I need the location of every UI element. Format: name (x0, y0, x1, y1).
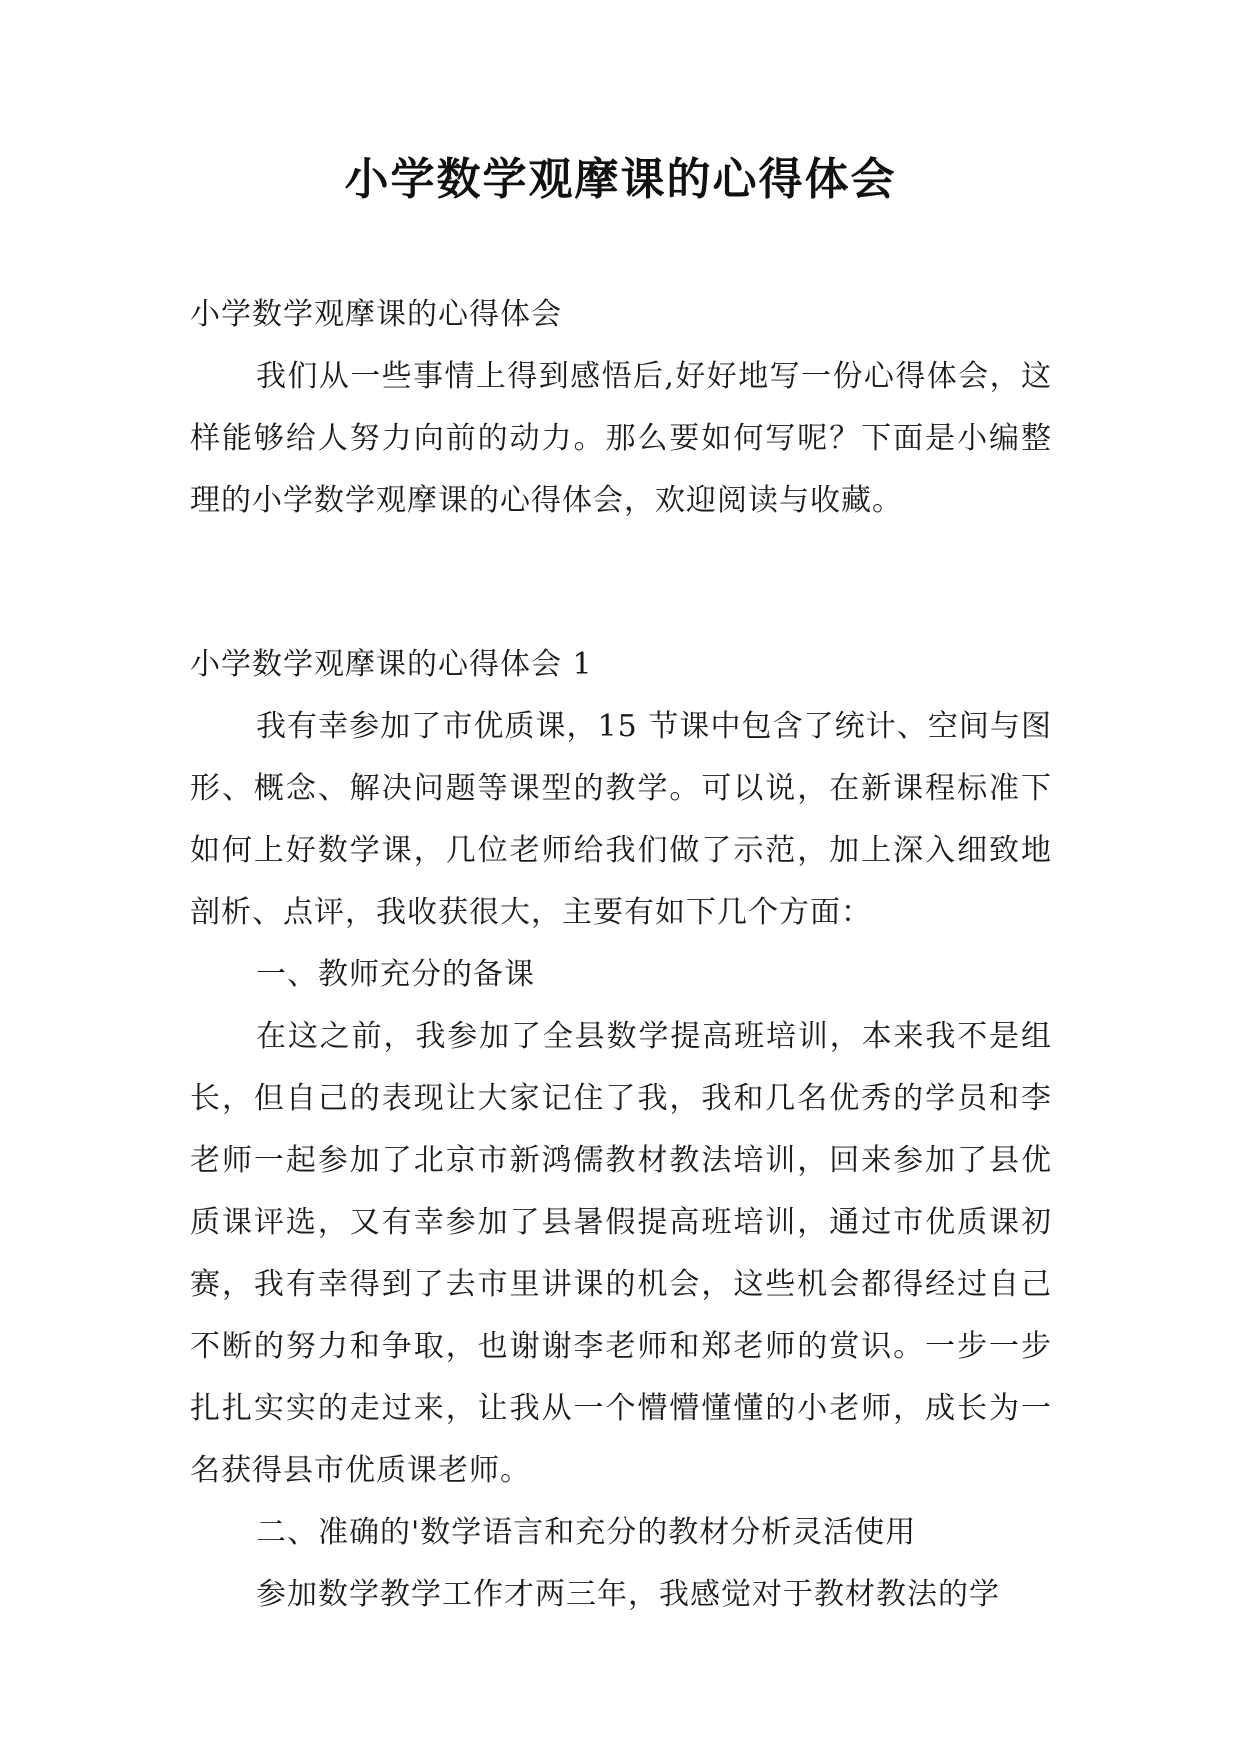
section-1-paragraph: 我有幸参加了市优质课，15 节课中包含了统计、空间与图形、概念、解决问题等课型的教学。可以说，在新课程标准下如何上好数学课，几位老师给我们做了示范，加上深入细致地剖析、点评，我收获很大，主要有如下几个方面： (190, 709, 1052, 930)
subheading-teacher-preparation: 一、教师充分的备课 (256, 957, 535, 992)
intro-heading: 小学数学观摩课的心得体会 (190, 297, 562, 332)
intro-paragraph: 我们从一些事情上得到感悟后,好好地写一份心得体会，这样能够给人努力向前的动力。那么要如何写呢？下面是小编整理的小学数学观摩课的心得体会，欢迎阅读与收藏。 (190, 359, 1052, 518)
section-1-paragraph: 参加数学教学工作才两三年，我感觉对于教材教法的学 (256, 1577, 1000, 1612)
intro-section (190, 284, 1052, 532)
document-title: 小学数学观摩课的心得体会 (344, 154, 897, 205)
section-1-paragraph: 在这之前，我参加了全县数学提高班培训，本来我不是组长，但自己的表现让大家记住了我，我和几名优秀的学员和李老师一起参加了北京市新鸿儒教材教法培训，回来参加了县优质课评选，又有幸参加了县暑假提高班培训，通过市优质课初赛，我有幸得到了去市里讲课的机会，这些机会都得经过自己不断的努力和争取，也谢谢李老师和郑老师的赏识。一步一步扎扎实实的走过来，让我从一个懵懵懂懂的小老师，成长为一名获得县市优质课老师。 (190, 1019, 1052, 1488)
section-1 (190, 634, 1052, 1626)
section-1-heading: 小学数学观摩课的心得体会 1 (190, 647, 593, 682)
subheading-math-language: 二、准确的'数学语言和充分的教材分析灵活使用 (256, 1515, 917, 1550)
